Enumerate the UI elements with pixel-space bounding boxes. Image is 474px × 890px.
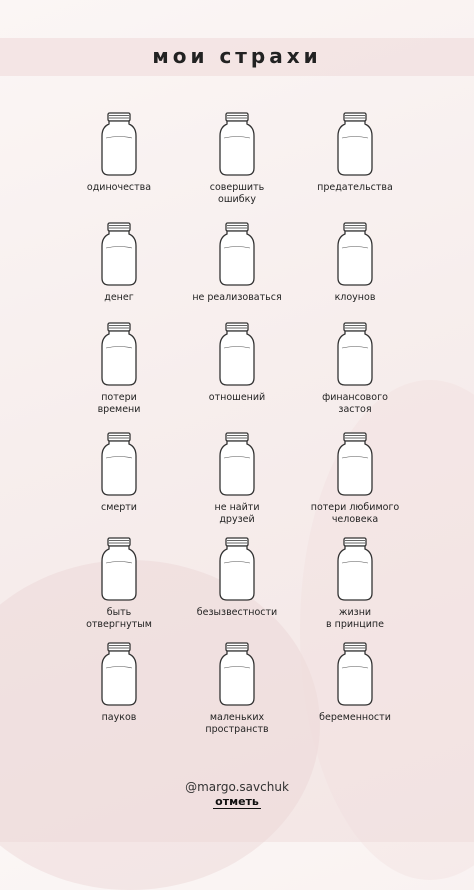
jar-icon: [99, 640, 139, 708]
jar-icon: [217, 110, 257, 178]
jar-label: не реализоваться: [192, 292, 282, 303]
jar-label: маленьких пространств: [205, 712, 269, 735]
jar-item[interactable]: [280, 640, 430, 724]
jar-label: предательства: [317, 182, 393, 193]
jar-label: пауков: [101, 712, 137, 723]
jar-icon: [99, 320, 139, 388]
jar-label: совершить ошибку: [209, 182, 265, 205]
jar-item[interactable]: [280, 320, 430, 416]
jar-item[interactable]: [280, 430, 430, 526]
jar-icon: [217, 535, 257, 603]
jar-icon: [99, 535, 139, 603]
jar-icon: [99, 110, 139, 178]
jar-label: финансового застоя: [322, 392, 388, 415]
jar-icon: [217, 220, 257, 288]
jar-label: потери любимого человека: [310, 502, 400, 525]
jar-label: быть отвергнутым: [86, 607, 152, 630]
mark-button[interactable]: [0, 795, 474, 808]
jar-label: беременности: [319, 712, 391, 723]
jar-label: клоунов: [334, 292, 376, 303]
jar-label: потери времени: [97, 392, 141, 415]
jar-icon: [99, 430, 139, 498]
jar-icon: [335, 110, 375, 178]
jar-icon: [217, 430, 257, 498]
jar-label: отношений: [208, 392, 266, 403]
jar-icon: [335, 220, 375, 288]
jar-label: смерти: [101, 502, 137, 513]
mark-label: отметь: [215, 795, 259, 808]
jar-label: денег: [104, 292, 134, 303]
author-handle[interactable]: @margo.savchuk: [185, 780, 289, 794]
jar-item[interactable]: [280, 535, 430, 631]
jar-icon: [99, 220, 139, 288]
jar-label: не найти друзей: [214, 502, 260, 525]
jar-icon: [335, 640, 375, 708]
jar-icon: [335, 535, 375, 603]
jar-icon: [335, 430, 375, 498]
jar-item[interactable]: [280, 110, 430, 194]
jar-icon: [335, 320, 375, 388]
jar-icon: [217, 640, 257, 708]
jar-item[interactable]: [280, 220, 430, 304]
jar-label: безызвестности: [196, 607, 278, 618]
page-title: мои страхи: [152, 44, 322, 68]
jar-label: жизни в принципе: [326, 607, 384, 630]
jar-label: одиночества: [86, 182, 152, 193]
jar-icon: [217, 320, 257, 388]
